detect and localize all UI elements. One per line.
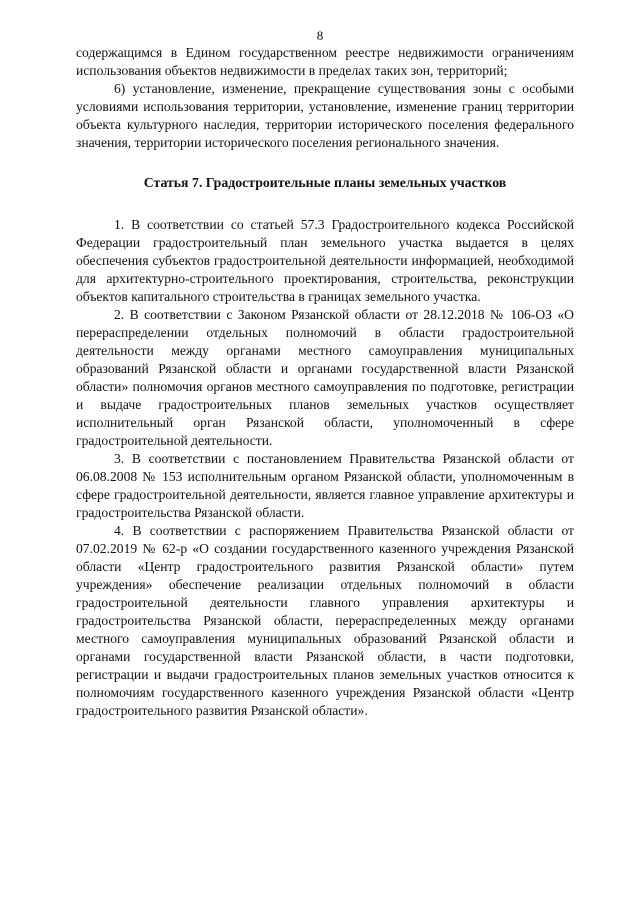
article-heading: Статья 7. Градостроительные планы земельных участков (143, 175, 507, 190)
page-number: 8 (316, 28, 324, 43)
paragraph-continued: содержащимся в Едином государственном реестре недвижимости ограничениям использования объектов недвижимости в пределах таких зон, территорий; (76, 45, 574, 78)
paragraph-item-6: 6) установление, изменение, прекращение существования зоны с особыми условиями использования территории, установление, изменение границ территории объекта культурного наследия, территории исторического поселения федерального значения, территории исторического поселения регионального значения. (76, 81, 574, 150)
article-paragraph-1: 1. В соответствии со статьей 57.3 Градостроительного кодекса Российской Федерации градостроительный план земельного участка выдается в целях обеспечения субъектов градостроительной деятельности информацией, необходимой для архитектурно-строительного проектирования, строительства, реконструкции объектов капитального строительства в границах земельного участка. (76, 217, 574, 304)
article-paragraph-3: 3. В соответствии с постановлением Правительства Рязанской области от 06.08.2008 № 153 исполнительным органом Рязанской области, уполномоченным в сфере градостроительной деятельности, является главное управление архитектуры и градостроительства Рязанской области. (76, 451, 574, 520)
document-body (76, 44, 574, 720)
article-paragraph-4: 4. В соответствии с распоряжением Правительства Рязанской области от 07.02.2019 № 62-р «О создании государственного казенного учреждения Рязанской области «Центр градостроительного развития Рязанской области» путем учреждения» обеспечение реализации отдельных полномочий в области градостроительной деятельности главного управления архитектуры и градостроительства Рязанской области, перераспределенных между органами местного самоуправления муниципальных образований Рязанской области и органами государственной власти Рязанской области, в части подготовки, регистрации и выдачи градостроительных планов земельных участков относится к полномочиям государственного казенного учреждения Рязанской области «Центр градостроительного развития Рязанской области». (76, 523, 574, 718)
article-paragraph-2: 2. В соответствии с Законом Рязанской области от 28.12.2018 № 106-ОЗ «О перераспределении отдельных полномочий в области градостроительной деятельности между органами местного самоуправления муниципальных образований Рязанской области и органами государственной власти Рязанской области» полномочия органов местного самоуправления по подготовке, регистрации и выдаче градостроительных планов земельных участков осуществляет исполнительный орган Рязанской области, уполномоченный в сфере градостроительной деятельности. (76, 307, 574, 448)
